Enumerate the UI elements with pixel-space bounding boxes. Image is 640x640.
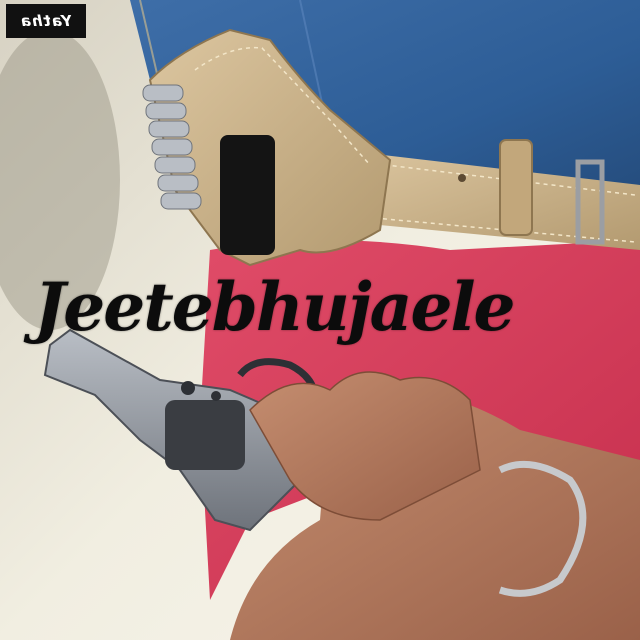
belt-hole <box>458 174 466 182</box>
holster-strap <box>220 135 275 255</box>
belt-loop <box>500 140 532 235</box>
watermark-logo: Yatha <box>6 4 86 38</box>
calligraphy-overlay-text: Jeetebhujaele <box>34 268 514 346</box>
